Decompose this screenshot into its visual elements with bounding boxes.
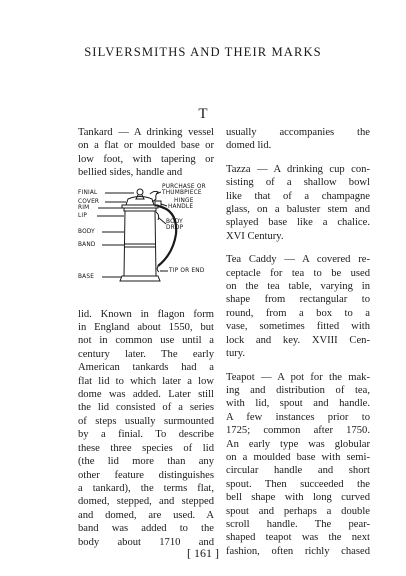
text-line: with lid, spout and handle. [226,398,370,410]
thumbpiece-shape [150,191,158,202]
text-line: not in common use until a [78,335,214,347]
label-cover: COVER [78,198,100,205]
text-line: shape from rectangular to [226,294,370,306]
text-line: fashion, often richly chased [226,545,370,557]
text-line: flat lid to which later a low [78,375,214,387]
cover-shape [126,196,154,205]
entry-gap [226,361,370,371]
tazza-entry [226,163,370,243]
text-line: band was added to the [78,523,214,535]
text-line: vase, sometimes fitted with [226,321,370,333]
label-rim: RIM [78,204,90,211]
finial-shape [137,189,143,195]
text-line: dome was added. Later still [78,389,214,401]
text-line: An early type was globular [226,438,370,450]
lip-shape [124,208,156,211]
entry-gap [226,153,370,163]
page-number: [ 161 ] [187,546,219,560]
text-line: on the tea table, varying in [226,281,370,293]
text-line: usually accompanies the [226,127,370,138]
text-line: shaped teapot was the next [226,532,370,544]
text-line: in England about 1550, but [78,322,214,334]
text-line: domed, stepped, and stepped [78,496,214,508]
text-line: on a moulded base with semi- [226,451,370,463]
section-letter: T [198,106,208,122]
body-drop-shape [156,212,159,220]
tea-caddy-entry [226,253,370,360]
text-line: on a flat or moulded base or [78,140,214,152]
label-thumbpiece: THUMBPIECE [162,189,202,196]
text-line: by a finial. To describe [78,429,214,441]
text-line: bell shape with long curved [226,492,370,504]
text-line: American tankards had a [78,362,214,374]
text-line: tury. [226,348,246,360]
label-base: BASE [78,273,95,280]
text-line: glass, on a baluster stem and [226,204,370,216]
tankard-diagram [78,182,214,302]
leader-hinge [161,204,167,206]
text-line: ing and distribution of tea, [226,384,370,396]
label-body-drop-1: BODY [166,218,183,225]
text-line: round, from a box to a [226,307,370,319]
label-hinge: HINGE [174,197,194,204]
label-lip: LIP [78,212,88,219]
label-band: BAND [78,241,96,248]
entry-gap [226,243,370,253]
text-line: of steps usually surmounted [78,415,214,427]
left-column [78,126,214,549]
handle-tip [157,266,159,272]
text-line: A few instances prior to [226,411,370,423]
text-line: low foot, with tapering or [78,153,214,165]
label-handle: HANDLE [168,203,194,210]
teapot-entry [226,371,370,559]
label-body-drop-2: DROP [166,224,184,231]
text-line: the lid consisted of a series [78,402,214,414]
text-line: lock and key. XVIII Cen- [226,334,370,346]
text-line: spout and perhaps a double [226,505,370,517]
text-line: 1725; common after 1750. [226,425,370,437]
text-line: XVI Century. [226,230,284,242]
text-line: a tankard), the terms flat, [78,482,214,494]
text-line: like that of a champagne [226,190,370,202]
label-finial: FINIAL [78,189,98,196]
text-line: domed lid. [226,140,272,152]
text-line: sisting of a shallow bowl [226,177,370,189]
text-line: these three species of lid [78,442,214,454]
running-head: SILVERSMITHS AND THEIR MARKS [84,45,322,59]
label-body: BODY [78,228,95,235]
text-line: splayed base like a chalice. [226,217,370,229]
label-tip-end: TIP OR END [169,267,205,274]
base-shape [120,276,160,281]
text-line: century later. The early [78,348,214,360]
text-line: body about 1710 and [78,536,214,548]
text-line: other feature distinguishes [78,469,214,481]
text-line: and domed, are used. A [78,509,214,521]
text-line: Tankard — A drinking vessel [78,127,214,138]
text-line: ceptacle for tea to be used [226,267,370,279]
text-line: Tazza — A drinking cup con- [226,163,370,175]
text-line: bellied sides, handle and [78,167,183,179]
tankard-entry-continued [226,126,370,153]
label-purchase: PURCHASE OR [162,183,206,190]
text-line: Tea Caddy — A covered re- [226,254,370,266]
text-line: scroll handle. The pear- [226,518,370,530]
handle-shape [158,206,176,266]
text-line: Teapot — A pot for the mak- [226,371,370,383]
text-line: lid. Known in flagon form [78,308,214,320]
tankard-entry-top [78,126,214,180]
leader-body-drop [159,218,166,224]
text-line: (the lid more than any [78,456,214,468]
text-line: spout. Then succeeded the [226,478,370,490]
right-column [226,126,370,558]
tankard-entry-bottom [78,308,214,549]
text-line: circular handle and short [226,465,370,477]
